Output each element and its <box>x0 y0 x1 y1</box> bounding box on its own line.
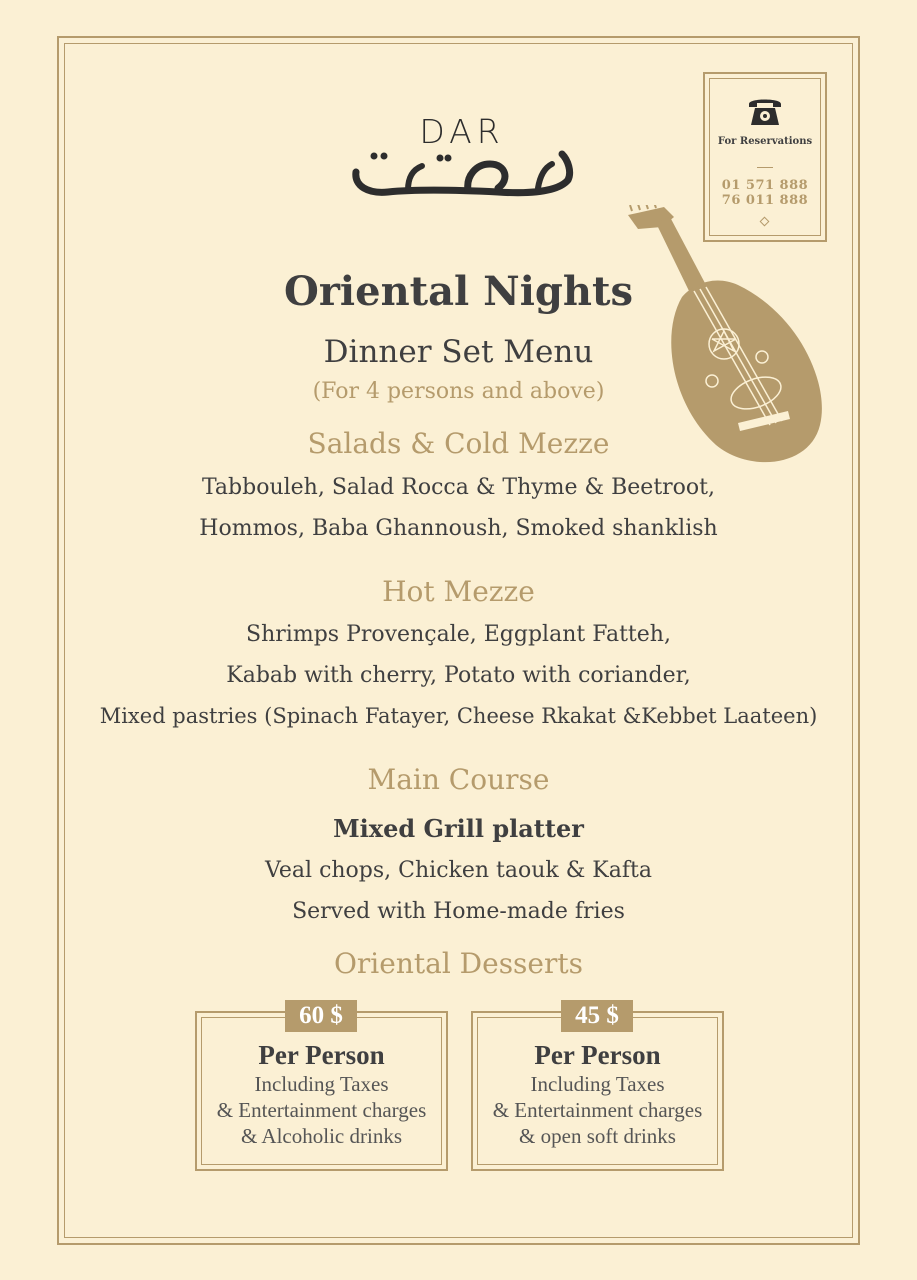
section-heading-main-course: Main Course <box>367 763 550 796</box>
persons-note: (For 4 persons and above) <box>312 379 605 404</box>
page-subtitle: Dinner Set Menu <box>323 334 594 370</box>
logo-arabic-script <box>348 142 578 200</box>
section-heading-hot-mezze: Hot Mezze <box>382 575 535 608</box>
price-box-line: Including Taxes <box>530 1072 665 1096</box>
price-box-line: & Alcoholic drinks <box>241 1124 402 1148</box>
telephone-icon <box>746 95 784 127</box>
logo-latin-text: DAR <box>419 112 505 151</box>
price-box-line: & Entertainment charges <box>216 1098 427 1122</box>
section-heading-salads: Salads & Cold Mezze <box>307 427 610 460</box>
menu-line: Hommos, Baba Ghannoush, Smoked shanklish <box>199 516 718 541</box>
reservations-label: For Reservations <box>717 136 813 147</box>
price-tag: 60 $ <box>285 1000 357 1032</box>
price-box-line: & open soft drinks <box>519 1124 676 1148</box>
menu-line: Served with Home-made fries <box>292 899 625 924</box>
menu-line: Shrimps Provençale, Eggplant Fatteh, <box>246 622 671 647</box>
reservation-phone-2[interactable]: 76 011 888 <box>721 193 809 208</box>
page-title: Oriental Nights <box>284 268 633 315</box>
menu-line: Tabbouleh, Salad Rocca & Thyme & Beetroot, <box>201 475 716 500</box>
main-course-feature: Mixed Grill platter <box>333 814 584 843</box>
reservations-divider <box>757 167 773 168</box>
menu-line: Veal chops, Chicken taouk & Kafta <box>265 858 652 883</box>
price-box-title: Per Person <box>534 1040 661 1070</box>
menu-line: Kabab with cherry, Potato with coriander, <box>226 663 691 688</box>
price-box-title: Per Person <box>258 1040 385 1070</box>
price-box-line: & Entertainment charges <box>492 1098 703 1122</box>
reservation-phone-1[interactable]: 01 571 888 <box>721 178 809 193</box>
price-tag: 45 $ <box>561 1000 633 1032</box>
section-heading-desserts: Oriental Desserts <box>333 947 584 980</box>
price-box-line: Including Taxes <box>254 1072 389 1096</box>
menu-line: Mixed pastries (Spinach Fatayer, Cheese Rkakat &Kebbet Laateen) <box>99 704 818 728</box>
